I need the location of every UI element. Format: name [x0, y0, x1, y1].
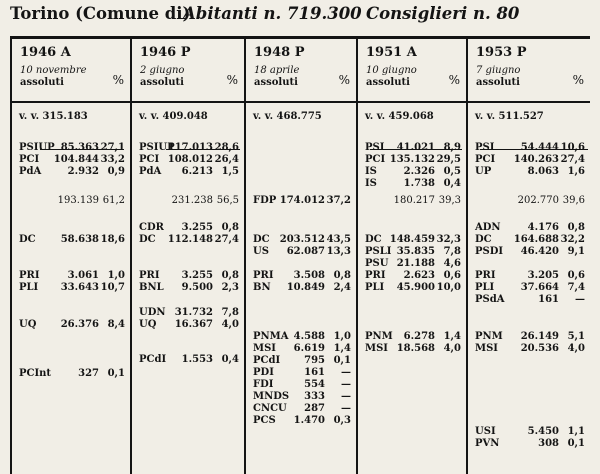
votes-percent: 1,1	[567, 426, 585, 437]
party-name: US	[253, 246, 269, 257]
votes-absolute: 308	[538, 438, 559, 449]
votes-absolute: 193.139	[57, 195, 99, 206]
votes-percent: 2,3	[221, 282, 239, 293]
votes-absolute: 108.012	[167, 154, 213, 165]
party-row	[365, 234, 461, 246]
votes-percent: 0,4	[443, 178, 461, 189]
votes-percent: 27,4	[560, 154, 585, 165]
election-year: 1946 A	[20, 45, 71, 60]
year-column	[12, 39, 130, 474]
party-row	[475, 166, 585, 178]
party-name: UQ	[139, 319, 157, 330]
votes-percent: 28,6	[214, 142, 239, 153]
votes-percent: 13,3	[326, 246, 351, 257]
party-row	[139, 307, 239, 319]
party-name: PdA	[139, 166, 162, 177]
party-name: PRI	[253, 270, 274, 281]
votes-percent: 0,5	[443, 166, 461, 177]
election-date: 10 giugno	[366, 65, 417, 76]
party-name: CDR	[139, 222, 164, 233]
votes-percent: 10,0	[436, 282, 461, 293]
party-row	[139, 319, 239, 331]
absolute-label: assoluti	[254, 77, 298, 88]
percent-label: %	[338, 73, 350, 87]
party-row	[365, 178, 461, 190]
party-name: PCdI	[139, 354, 167, 365]
votes-absolute: 18.568	[396, 343, 435, 354]
votes-absolute: 2.623	[403, 270, 435, 281]
votes-absolute: 202.770	[517, 195, 559, 206]
party-row	[253, 234, 351, 246]
votes-absolute: 20.536	[520, 343, 559, 354]
valid-votes: v. v. 315.183	[19, 111, 88, 122]
party-name: PSI	[365, 142, 385, 153]
party-row	[475, 343, 585, 355]
votes-percent: 0,1	[567, 438, 585, 449]
year-column	[468, 39, 590, 474]
party-name: PRI	[365, 270, 386, 281]
votes-absolute: 161	[538, 294, 559, 305]
votes-percent: 0,6	[443, 270, 461, 281]
party-row	[19, 319, 125, 331]
votes-absolute: 104.844	[53, 154, 99, 165]
votes-absolute: 3.255	[181, 270, 213, 281]
votes-absolute: 203.512	[279, 234, 325, 245]
party-row	[365, 343, 461, 355]
votes-percent: 0,1	[107, 368, 125, 379]
votes-percent: 2,4	[333, 282, 351, 293]
votes-percent: 0,6	[567, 270, 585, 281]
party-name: PSI	[475, 142, 495, 153]
votes-absolute: 21.188	[396, 258, 435, 269]
votes-percent: 39,6	[562, 195, 585, 206]
votes-absolute: 9.500	[181, 282, 213, 293]
party-row	[139, 222, 239, 234]
votes-absolute: 327	[78, 368, 99, 379]
party-row	[19, 270, 125, 282]
party-name: ADN	[475, 222, 501, 233]
percent-label: %	[112, 73, 124, 87]
votes-absolute: 62.087	[286, 246, 325, 257]
absolute-label: assoluti	[140, 77, 184, 88]
votes-absolute: 31.732	[174, 307, 213, 318]
votes-absolute: 4.588	[293, 331, 325, 342]
party-row	[475, 246, 585, 258]
votes-percent: 18,6	[100, 234, 125, 245]
party-row	[475, 294, 585, 306]
votes-absolute: 33.643	[60, 282, 99, 293]
party-name: PCInt	[19, 368, 52, 379]
party-name: UP	[475, 166, 492, 177]
votes-absolute: 3.508	[293, 270, 325, 281]
percent-label: %	[448, 73, 460, 87]
votes-percent: 0,3	[333, 415, 351, 426]
party-row	[139, 154, 239, 166]
party-row	[365, 258, 461, 270]
party-row	[475, 270, 585, 282]
party-row	[253, 355, 351, 367]
party-name: PSIUP	[139, 142, 175, 153]
party-name: FDP	[253, 195, 277, 206]
party-name: PdA	[19, 166, 42, 177]
party-name: PSDI	[475, 246, 504, 257]
votes-absolute: 35.835	[396, 246, 435, 257]
party-name: PSdA	[475, 294, 505, 305]
votes-percent: 33,2	[100, 154, 125, 165]
party-name: PLI	[365, 282, 385, 293]
document-header	[0, 0, 600, 30]
votes-absolute: 3.255	[181, 222, 213, 233]
votes-absolute: 16.367	[174, 319, 213, 330]
party-name: PNMA	[253, 331, 289, 342]
votes-absolute: 46.420	[520, 246, 559, 257]
party-name: PNM	[365, 331, 393, 342]
party-row	[475, 282, 585, 294]
votes-percent: 32,2	[560, 234, 585, 245]
year-column	[246, 39, 356, 474]
election-year: 1948 P	[254, 45, 305, 60]
votes-percent: 7,8	[221, 307, 239, 318]
party-row	[475, 438, 585, 450]
votes-percent: 0,8	[221, 222, 239, 233]
party-name: USI	[475, 426, 496, 437]
votes-percent: 1,0	[107, 270, 125, 281]
year-column	[358, 39, 466, 474]
votes-percent: 0,8	[333, 270, 351, 281]
votes-absolute: 10.849	[286, 282, 325, 293]
votes-absolute: 164.688	[513, 234, 559, 245]
votes-percent: 27,4	[214, 234, 239, 245]
votes-absolute: 287	[304, 403, 325, 414]
votes-percent: 56,5	[216, 195, 239, 206]
votes-percent: 0,4	[221, 354, 239, 365]
party-row	[19, 166, 125, 178]
absolute-label: assoluti	[476, 77, 520, 88]
party-row	[19, 282, 125, 294]
votes-absolute: 2.326	[403, 166, 435, 177]
absolute-label: assoluti	[20, 77, 64, 88]
party-row	[139, 282, 239, 294]
votes-absolute: 2.932	[67, 166, 99, 177]
subtotal-row	[139, 195, 239, 207]
party-name: BNL	[139, 282, 164, 293]
party-name: MSI	[365, 343, 388, 354]
party-name: PRI	[139, 270, 160, 281]
votes-absolute: 333	[304, 391, 325, 402]
votes-absolute: 6.278	[403, 331, 435, 342]
party-name: PSU	[365, 258, 389, 269]
party-name: PCI	[19, 154, 40, 165]
votes-percent: 0,8	[567, 222, 585, 233]
votes-absolute: 37.664	[520, 282, 559, 293]
votes-percent: 10,6	[560, 142, 585, 153]
party-name: PRI	[475, 270, 496, 281]
votes-absolute: 26.376	[60, 319, 99, 330]
party-name: PSIUP	[19, 142, 55, 153]
party-name: PCdI	[253, 355, 281, 366]
votes-percent: 1,0	[333, 331, 351, 342]
party-name: PDI	[253, 367, 274, 378]
party-name: CNCU	[253, 403, 287, 414]
votes-percent: 4,0	[443, 343, 461, 354]
party-name: BN	[253, 282, 271, 293]
votes-percent: 7,8	[443, 246, 461, 257]
valid-votes: v. v. 511.527	[475, 111, 544, 122]
party-row	[19, 368, 125, 380]
votes-absolute: 135.132	[389, 154, 435, 165]
place-title: Torino (Comune di)	[10, 4, 191, 23]
subtotal-row	[19, 195, 125, 207]
votes-absolute: 3.205	[527, 270, 559, 281]
votes-percent: 32,3	[436, 234, 461, 245]
votes-percent: 37,2	[326, 195, 351, 206]
party-row	[253, 367, 351, 379]
election-year: 1953 P	[476, 45, 527, 60]
votes-percent: 4,0	[567, 343, 585, 354]
population-label: Abitanti n. 719.300	[183, 4, 362, 23]
party-row	[475, 142, 585, 154]
votes-percent: 8,4	[107, 319, 125, 330]
votes-percent: 7,4	[567, 282, 585, 293]
party-row	[475, 222, 585, 234]
votes-percent: —	[341, 367, 351, 378]
votes-absolute: 54.444	[520, 142, 559, 153]
votes-absolute: 117.013	[167, 142, 213, 153]
party-row	[475, 154, 585, 166]
party-row	[139, 270, 239, 282]
election-year: 1951 A	[366, 45, 417, 60]
votes-percent: 10,7	[100, 282, 125, 293]
votes-percent: 27,1	[100, 142, 125, 153]
votes-percent: 4,0	[221, 319, 239, 330]
party-row	[365, 282, 461, 294]
subtotal-row	[475, 195, 585, 207]
party-row	[253, 270, 351, 282]
party-name: PCI	[139, 154, 160, 165]
election-date: 7 giugno	[476, 65, 521, 76]
votes-absolute: 85.363	[60, 142, 99, 153]
percent-label: %	[572, 73, 584, 87]
votes-absolute: 231.238	[171, 195, 213, 206]
votes-percent: 1,6	[567, 166, 585, 177]
votes-absolute: 8.063	[527, 166, 559, 177]
party-name: UDN	[139, 307, 166, 318]
party-row	[365, 142, 461, 154]
party-name: MNDS	[253, 391, 290, 402]
party-name: PSLI	[365, 246, 392, 257]
votes-absolute: 174.012	[279, 195, 325, 206]
votes-percent: —	[341, 403, 351, 414]
votes-percent: 4,6	[443, 258, 461, 269]
year-column	[132, 39, 244, 474]
votes-absolute: 795	[304, 355, 325, 366]
party-name: PLI	[19, 282, 39, 293]
party-row	[253, 415, 351, 427]
party-row	[253, 379, 351, 391]
election-date: 2 giugno	[140, 65, 185, 76]
party-row	[19, 154, 125, 166]
votes-absolute: 41.021	[396, 142, 435, 153]
votes-percent: 1,4	[443, 331, 461, 342]
valid-votes: v. v. 409.048	[139, 111, 208, 122]
party-name: DC	[365, 234, 382, 245]
votes-absolute: 5.450	[527, 426, 559, 437]
election-year: 1946 P	[140, 45, 191, 60]
votes-percent: 9,1	[567, 246, 585, 257]
party-name: DC	[139, 234, 156, 245]
party-row	[139, 354, 239, 366]
election-date: 18 aprile	[254, 65, 300, 76]
party-name: PRI	[19, 270, 40, 281]
party-name: DC	[253, 234, 270, 245]
votes-absolute: 6.213	[181, 166, 213, 177]
party-row	[253, 282, 351, 294]
party-row	[139, 142, 239, 154]
votes-percent: 26,4	[214, 154, 239, 165]
votes-absolute: 58.638	[60, 234, 99, 245]
votes-percent: 5,1	[567, 331, 585, 342]
votes-percent: 0,1	[333, 355, 351, 366]
party-row	[253, 403, 351, 415]
party-row	[253, 343, 351, 355]
votes-absolute: 1.738	[403, 178, 435, 189]
votes-absolute: 148.459	[389, 234, 435, 245]
party-row	[365, 166, 461, 178]
party-name: PCI	[475, 154, 496, 165]
party-name: PNM	[475, 331, 503, 342]
valid-votes: v. v. 459.068	[365, 111, 434, 122]
votes-percent: —	[575, 294, 585, 305]
party-row	[19, 142, 125, 154]
party-row	[365, 331, 461, 343]
votes-absolute: 45.900	[396, 282, 435, 293]
votes-absolute: 1.553	[181, 354, 213, 365]
votes-percent: 43,5	[326, 234, 351, 245]
votes-percent: 1,4	[333, 343, 351, 354]
votes-absolute: 161	[304, 367, 325, 378]
election-date: 10 novembre	[20, 65, 87, 76]
party-name: UQ	[19, 319, 37, 330]
votes-absolute: 180.217	[393, 195, 435, 206]
votes-percent: 61,2	[102, 195, 125, 206]
subtotal-row	[365, 195, 461, 207]
party-name: PLI	[475, 282, 495, 293]
votes-percent: —	[341, 379, 351, 390]
percent-label: %	[226, 73, 238, 87]
votes-percent: —	[341, 391, 351, 402]
votes-absolute: 112.148	[167, 234, 213, 245]
votes-percent: 8,9	[443, 142, 461, 153]
party-name: PVN	[475, 438, 500, 449]
party-name: IS	[365, 166, 377, 177]
party-row	[253, 331, 351, 343]
councillors-label: Consiglieri n. 80	[366, 4, 520, 23]
party-row	[365, 154, 461, 166]
votes-percent: 1,5	[221, 166, 239, 177]
party-name: PCS	[253, 415, 276, 426]
votes-absolute: 4.176	[527, 222, 559, 233]
party-row	[139, 234, 239, 246]
party-name: DC	[475, 234, 492, 245]
party-row	[365, 246, 461, 258]
party-name: MSI	[475, 343, 498, 354]
party-row	[475, 234, 585, 246]
votes-percent: 29,5	[436, 154, 461, 165]
party-row	[475, 331, 585, 343]
party-row	[253, 391, 351, 403]
absolute-label: assoluti	[366, 77, 410, 88]
party-row	[253, 195, 351, 207]
party-name: IS	[365, 178, 377, 189]
party-name: DC	[19, 234, 36, 245]
votes-absolute: 140.263	[513, 154, 559, 165]
votes-percent: 0,9	[107, 166, 125, 177]
votes-absolute: 554	[304, 379, 325, 390]
party-row	[365, 270, 461, 282]
party-row	[19, 234, 125, 246]
party-name: MSI	[253, 343, 276, 354]
votes-absolute: 6.619	[293, 343, 325, 354]
votes-percent: 0,8	[221, 270, 239, 281]
party-name: PCI	[365, 154, 386, 165]
party-name: FDI	[253, 379, 274, 390]
votes-absolute: 3.061	[67, 270, 99, 281]
valid-votes: v. v. 468.775	[253, 111, 322, 122]
votes-absolute: 1.470	[293, 415, 325, 426]
votes-percent: 39,3	[438, 195, 461, 206]
party-row	[139, 166, 239, 178]
party-row	[253, 246, 351, 258]
votes-absolute: 26.149	[520, 331, 559, 342]
party-row	[475, 426, 585, 438]
